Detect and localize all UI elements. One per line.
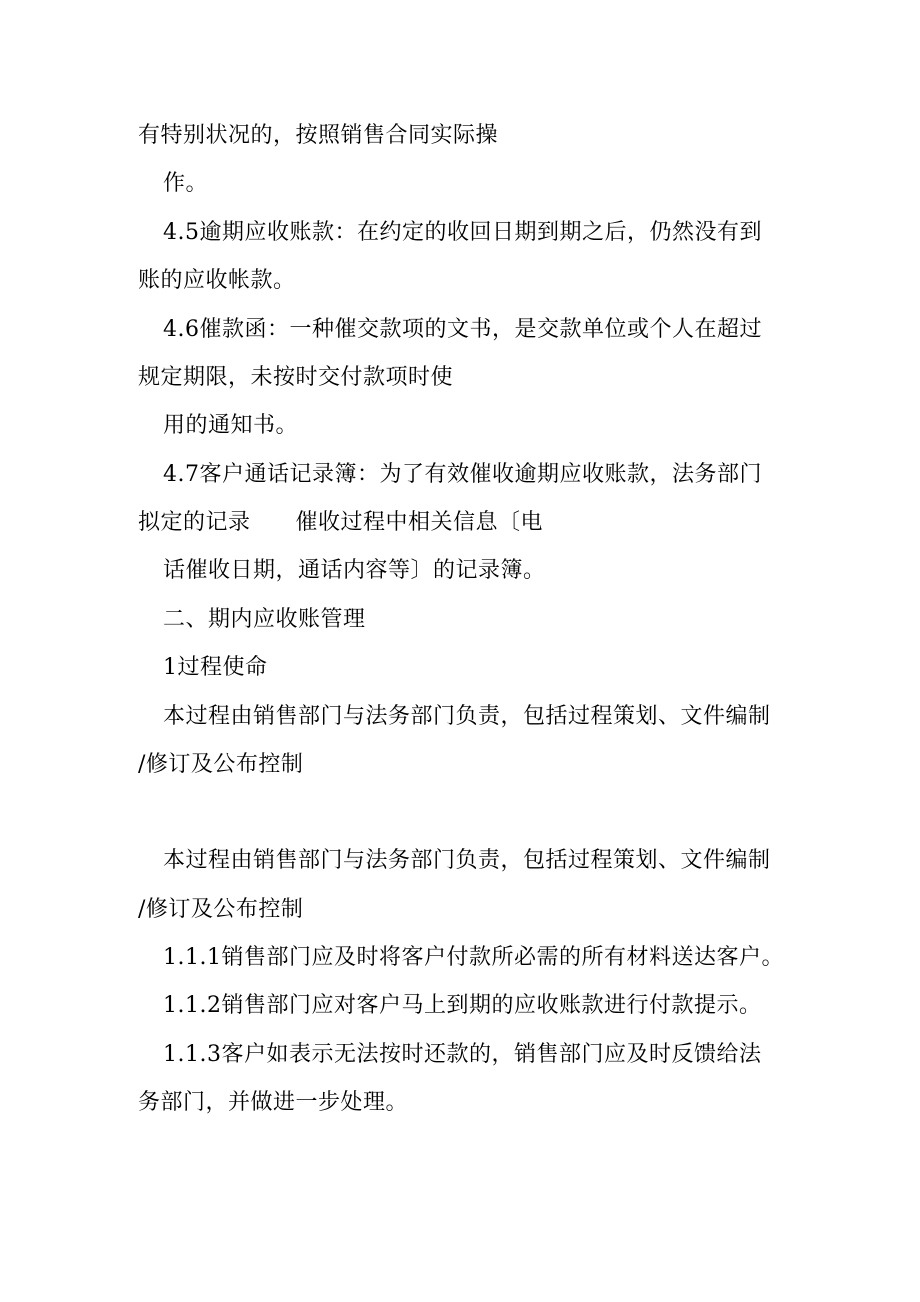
subsection-heading: 1过程使命 bbox=[163, 655, 268, 680]
text-line-14: /修订及公布控制 bbox=[138, 752, 304, 777]
text-line-4: 账的应收帐款。 bbox=[138, 268, 296, 293]
text-line-2: 作。 bbox=[163, 171, 209, 196]
text-line-6: 规定期限，未按时交付款项时使 bbox=[138, 365, 454, 390]
text-line-18: 1.1.2销售部门应对客户马上到期的应收账款进行付款提示。 bbox=[163, 993, 762, 1018]
text-line-9: 拟定的记录 催收过程中相关信息〔电 bbox=[138, 510, 544, 535]
text-line-5: 4.6催款函：一种催交款项的文书，是交款单位或个人在超过 bbox=[163, 317, 762, 342]
text-line-19: 1.1.3客户如表示无法按时还款的，销售部门应及时反馈给法 bbox=[163, 1042, 762, 1067]
text-line-1: 有特别状况的，按照销售合同实际操 bbox=[138, 123, 499, 148]
text-line-13: 本过程由销售部门与法务部门负责，包括过程策划、文件编制 bbox=[163, 704, 771, 729]
text-line-10: 话催收日期，通话内容等〕的记录簿。 bbox=[163, 558, 546, 583]
text-line-20: 务部门，并做进一步处理。 bbox=[138, 1090, 409, 1115]
text-line-8: 4.7客户通话记录簿：为了有效催收逾期应收账款，法务部门 bbox=[163, 462, 762, 487]
section-heading: 二、期内应收账管理 bbox=[163, 607, 366, 632]
text-line-17: 1.1.1销售部门应及时将客户付款所必需的所有材料送达客户。 bbox=[163, 945, 784, 970]
text-line-15: 本过程由销售部门与法务部门负责，包括过程策划、文件编制 bbox=[163, 848, 771, 873]
text-line-7: 用的通知书。 bbox=[163, 413, 299, 438]
text-line-3: 4.5逾期应收账款：在约定的收回日期到期之后，仍然没有到 bbox=[163, 220, 762, 245]
text-line-16: /修订及公布控制 bbox=[138, 897, 304, 922]
